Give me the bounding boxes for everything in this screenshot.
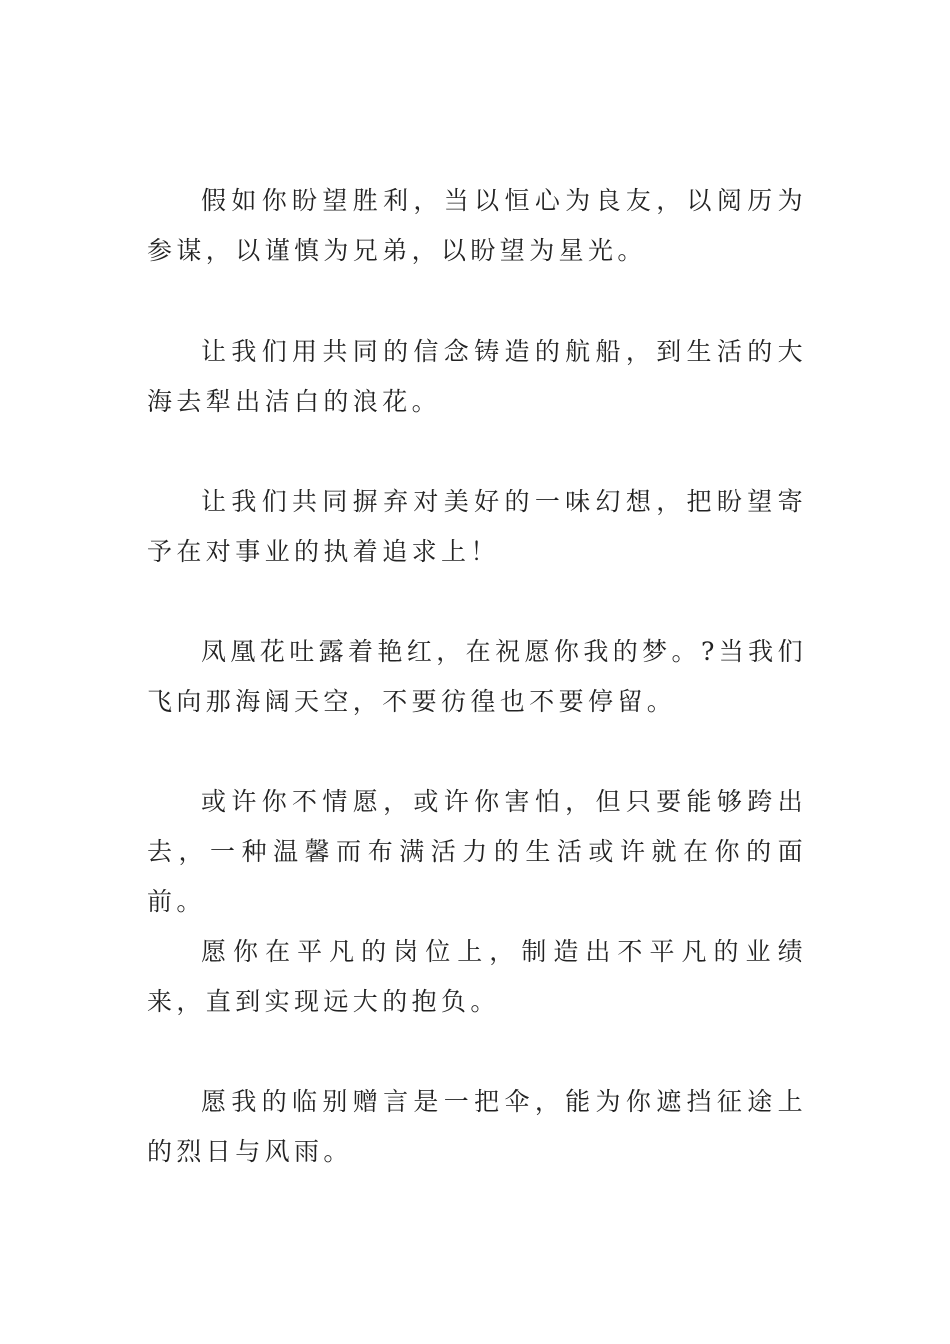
paragraph-5: 或许你不情愿，或许你害怕，但只要能够跨出去，一种温馨而布满活力的生活或许就在你的面前。 [147, 787, 807, 916]
paragraph-3: 让我们共同摒弃对美好的一味幻想，把盼望寄予在对事业的执着追求上！ [147, 487, 807, 566]
paragraph-4: 凤凰花吐露着艳红，在祝愿你我的梦。?当我们飞向那海阔天空，不要彷徨也不要停留。 [147, 637, 807, 716]
paragraph-1: 假如你盼望胜利，当以恒心为良友，以阅历为参谋，以谨慎为兄弟，以盼望为星光。 [147, 186, 807, 265]
paragraph-2: 让我们用共同的信念铸造的航船，到生活的大海去犁出洁白的浪花。 [147, 337, 807, 416]
paragraph-7: 愿我的临别赠言是一把伞，能为你遮挡征途上的烈日与风雨。 [147, 1087, 807, 1166]
paragraph-6: 愿你在平凡的岗位上，制造出不平凡的业绩来，直到实现远大的抱负。 [147, 937, 807, 1016]
